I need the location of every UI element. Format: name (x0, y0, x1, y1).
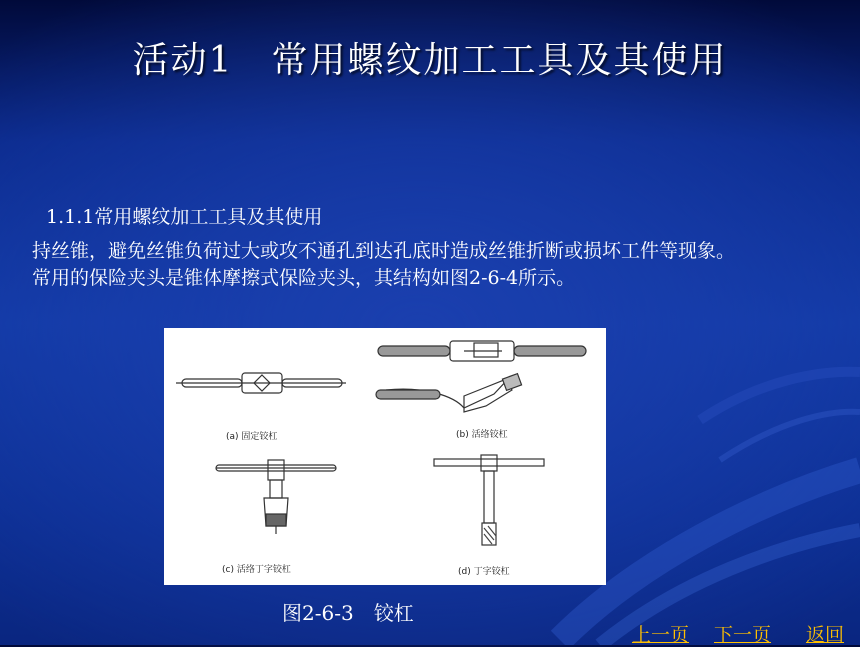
prev-page-link[interactable]: 上一页 (632, 624, 690, 646)
next-page-link[interactable]: 下一页 (714, 624, 772, 646)
wrench-illustrations (164, 328, 606, 585)
page-title: 活动1 常用螺纹加工工具及其使用 (132, 40, 728, 81)
adjustable-wrench-drawing (376, 341, 586, 412)
figure-caption: 图2-6-3 铰杠 (282, 601, 414, 625)
t-wrench-drawing (434, 455, 544, 545)
caption-a: (a) 固定铰杠 (226, 432, 278, 442)
caption-b: (b) 活络铰杠 (456, 430, 508, 440)
paragraph: 常用的保险夹头是锥体摩擦式保险夹头，其结构如图2-6-4所示。 (32, 267, 576, 289)
wrench-figure (164, 328, 606, 585)
caption-c: (c) 活络丁字铰杠 (222, 565, 291, 575)
adjustable-t-wrench-drawing (216, 460, 336, 534)
body-text (32, 238, 812, 292)
section-heading: 1.1.1常用螺纹加工工具及其使用 (46, 206, 323, 228)
caption-d: (d) 丁字铰杠 (458, 567, 510, 577)
fixed-wrench-drawing (176, 373, 346, 393)
back-link[interactable]: 返回 (806, 624, 845, 646)
paragraph: 持丝锥，避免丝锥负荷过大或攻不通孔到达孔底时造成丝锥折断或损坏工件等现象。 (32, 240, 736, 262)
